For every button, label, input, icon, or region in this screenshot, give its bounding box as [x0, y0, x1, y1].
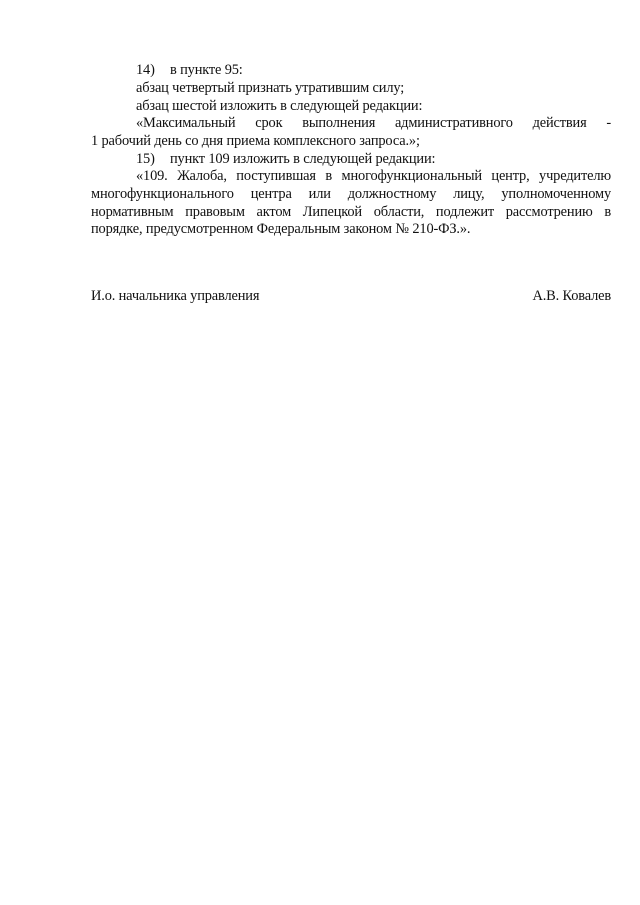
item-14-paragraph-4: абзац четвертый признать утратившим силу;: [136, 80, 405, 96]
item-15-quote-line-3: нормативным правовым актом Липецкой области, подлежит рассмотрению в: [91, 204, 611, 220]
item-14: [136, 62, 611, 79]
item-14-paragraph-6: абзац шестой изложить в следующей редакции:: [136, 98, 423, 114]
item-14-quote-line-2: 1 рабочий день со дня приема комплексного запроса.»;: [91, 133, 420, 149]
item-14-text: в пункте 95:: [170, 62, 243, 78]
item-15-quote-line-4: порядке, предусмотренном Федеральным законом № 210-ФЗ.».: [91, 221, 471, 237]
item-15: [136, 151, 611, 168]
item-14-quote-line-1: «Максимальный срок выполнения административного действия -: [136, 115, 611, 131]
item-15-quote-line-1: «109. Жалоба, поступившая в многофункциональный центр, учредителю: [136, 168, 611, 184]
signature-position: И.о. начальника управления: [91, 288, 260, 304]
signature-name: А.В. Ковалев: [532, 288, 611, 304]
item-15-quote-line-2: многофункционального центра или должностному лицу, уполномоченному: [91, 186, 611, 202]
item-14-number: 14): [136, 62, 155, 78]
item-15-number: 15): [136, 151, 155, 167]
item-15-text: пункт 109 изложить в следующей редакции:: [170, 151, 436, 167]
